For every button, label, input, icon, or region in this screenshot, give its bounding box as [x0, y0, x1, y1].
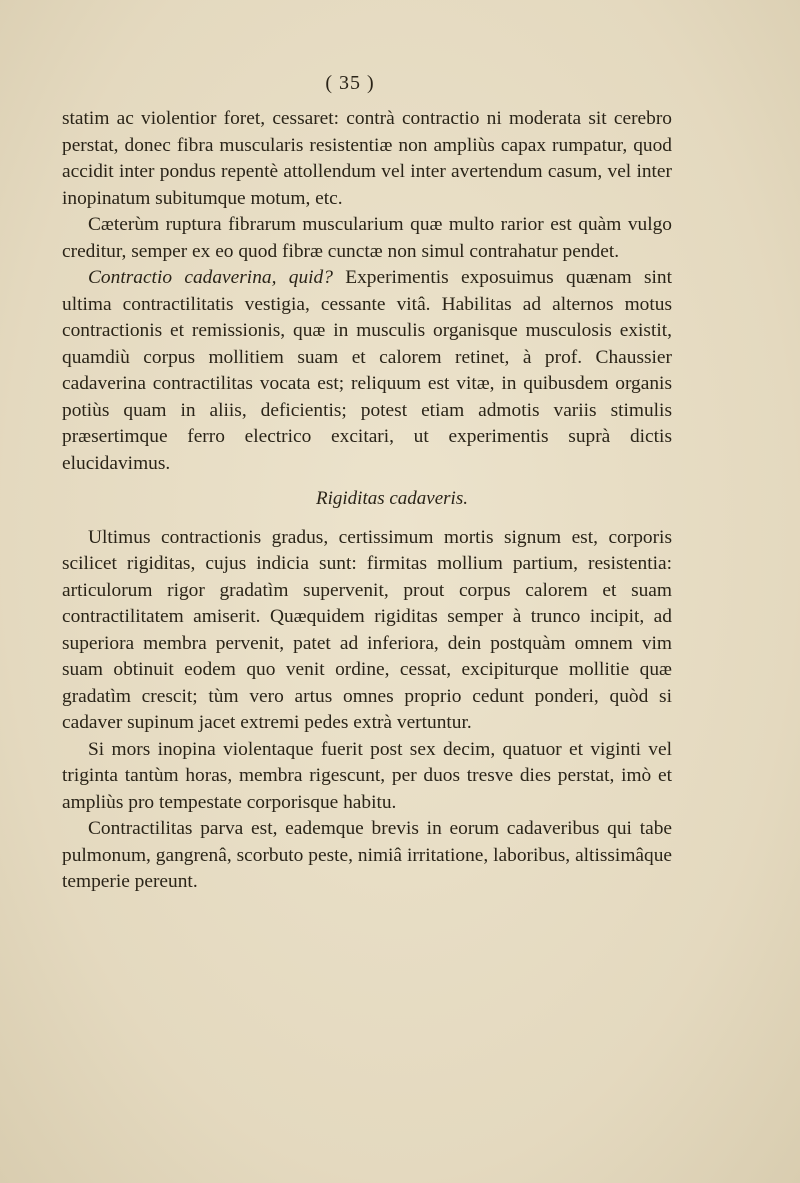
paragraph-2: Cæterùm ruptura fibrarum muscularium quæ multo rarior est quàm vulgo creditur, semper ex eo quod fibræ cunctæ non simul contrahatur pendet.: [62, 214, 672, 262]
page-body: [62, 106, 672, 896]
paragraph-3-text: Experimentis exposuimus quænam sint ultima contractilitatis vestigia, cessante vitâ. Habilitas ad alternos motus contractionis et remissionis, quæ in musculis organisque musculosis existit, quamdiù corpus mollitiem suam et calorem retinet, à prof. Chaussier cadaverina contractilitas vocata est; reliquum est vitæ, in quibusdem organis potiùs quam in aliis, deficientis; potest etiam admotis variis stimulis præsertimque ferro electrico excitari, ut experimentis suprà dictis elucidavimus.: [62, 267, 672, 474]
page-number: ( 35 ): [325, 72, 375, 94]
paragraph-5: Si mors inopina violentaque fuerit post sex decim, quatuor et viginti vel triginta tantùm horas, membra rigescunt, per duos tresve dies perstat, imò et ampliùs pro tempestate corporisque habitu.: [62, 738, 672, 813]
paragraph-6: Contractilitas parva est, eademque brevis in eorum cadaveribus qui tabe pulmonum, gangrenâ, scorbuto peste, nimiâ irritatione, laboribus, altissimâque temperie pereunt.: [62, 818, 672, 892]
paragraph-3: [62, 265, 672, 477]
section-heading: Rigiditas cadaveris.: [316, 488, 468, 509]
paragraph-3-lead: Contractio cadaverina, quid?: [88, 267, 333, 288]
paragraph-1: statim ac violentior foret, cessaret: contrà contractio ni moderata sit cerebro perstat, donec fibra muscularis resistentiæ non ampliùs capax rumpatur, quod accidit inter pondus repentè attollendum vel inter avertendum casum, vel inter inopinatum subitumque motum, etc.: [62, 108, 672, 209]
paragraph-4: Ultimus contractionis gradus, certissimum mortis signum est, corporis scilicet rigiditas, cujus indicia sunt: firmitas mollium partium, resistentia: articulorum rigor gradatìm supervenit, prout corpus calorem et suam contractilitatem amiserit. Quæquidem rigiditas semper à trunco incipit, ad superiora membra pervenit, patet ad inferiora, dein postquàm omnem vim suam obtinuit eodem quo venit ordine, cessat, excipiturque mollitie quæ gradatìm crescit; tùm vero artus omnes proprio cedunt ponderi, quòd si cadaver supinum jacet extremi pedes extrà vertuntur.: [62, 526, 672, 733]
